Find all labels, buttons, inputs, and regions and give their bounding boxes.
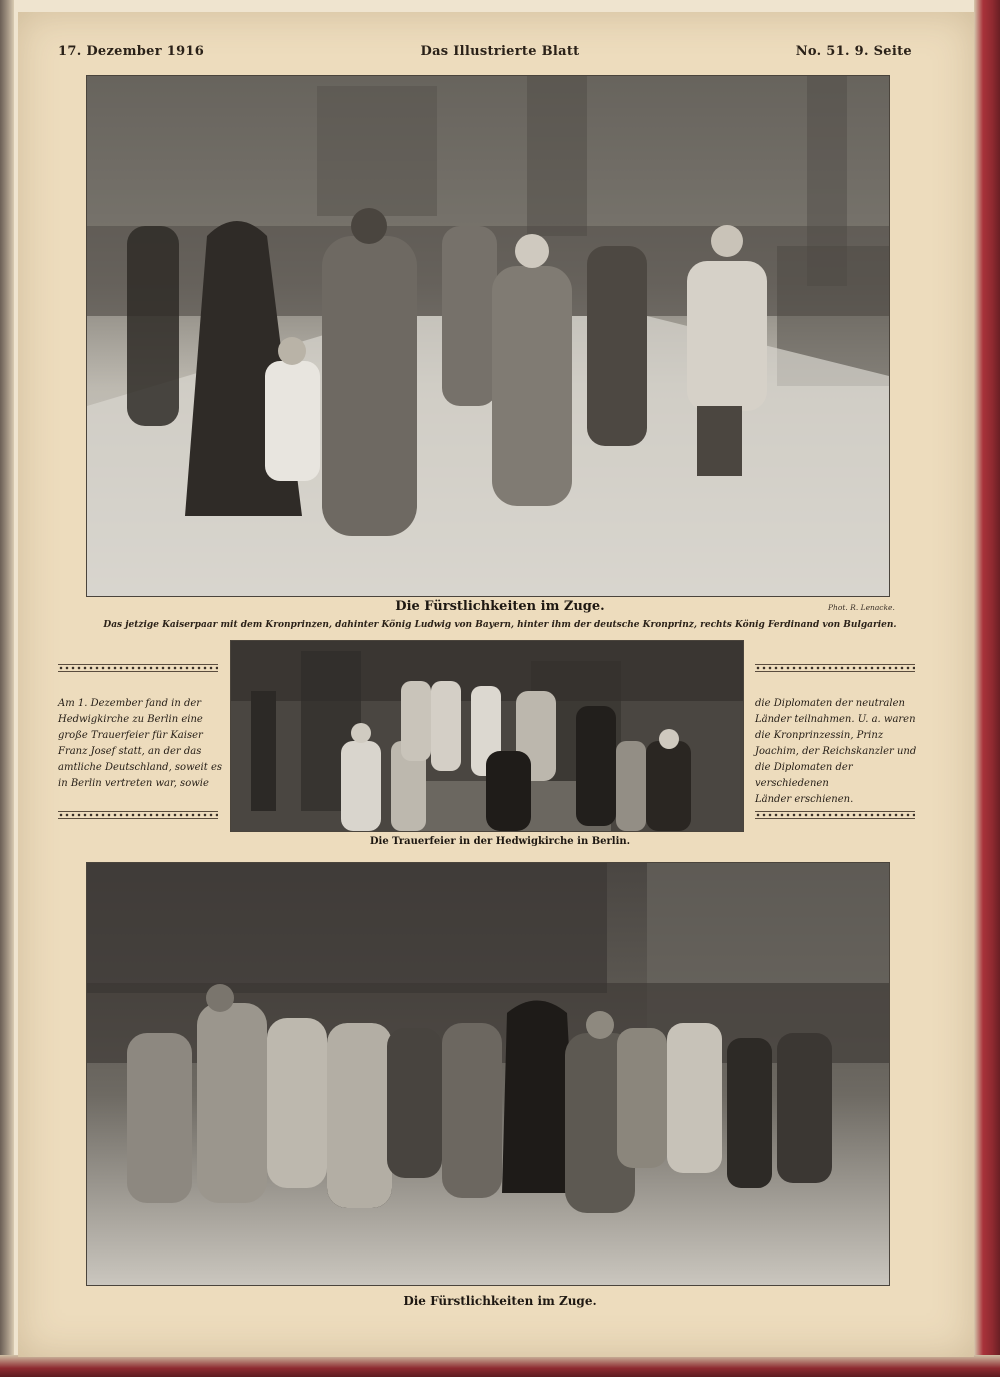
- bottom-photo-title: Die Fürstlichkeiten im Zuge.: [403, 1294, 597, 1308]
- top-photo-subtitle: Das jetzige Kaiserpaar mit dem Kronprinzen, dahinter König Ludwig von Bayern, hinter ihm der deutsche Kronprinz, rechts König Ferdinand von Bulgarien.: [103, 620, 897, 630]
- photo-credit: Phot. R. Lenacke.: [828, 603, 895, 612]
- middle-photo-title: Die Trauerfeier in der Hedwigkirche in Berlin.: [369, 836, 631, 847]
- top-photo-procession: [86, 75, 890, 597]
- article-line: Hedwigkirche zu Berlin eine: [58, 714, 203, 725]
- article-line: amtliche Deutschland, soweit es: [58, 762, 222, 773]
- decorative-rule-left-bottom: [58, 811, 218, 819]
- bottom-photo-procession: [86, 862, 890, 1286]
- issue-date: 17. Dezember 1916: [58, 44, 205, 59]
- top-photo-title: Die Fürstlichkeiten im Zuge.: [395, 599, 605, 614]
- middle-photo-church-ceremony: [230, 640, 744, 832]
- issue-and-page-number: No. 51. 9. Seite: [795, 44, 912, 59]
- article-line: Franz Josef statt, an der das: [58, 746, 202, 757]
- decorative-rule-right-top: [755, 664, 915, 672]
- article-line: die Diplomaten der neutralen: [755, 698, 905, 709]
- article-text-left: [58, 696, 228, 792]
- article-line: große Trauerfeier für Kaiser: [58, 730, 203, 741]
- decorative-rule-right-bottom: [755, 811, 915, 819]
- article-text-right: [755, 696, 925, 808]
- article-line: Länder erschienen.: [755, 794, 854, 805]
- decorative-rule-left-top: [58, 664, 218, 672]
- article-line: Joachim, der Reichskanzler und: [755, 746, 917, 757]
- article-line: Länder teilnahmen. U. a. waren: [755, 714, 916, 725]
- book-binding: [0, 0, 14, 1377]
- publication-title: Das Illustrierte Blatt: [420, 44, 580, 59]
- red-book-edge: [974, 0, 1000, 1377]
- article-line: Am 1. Dezember fand in der: [58, 698, 202, 709]
- article-line: in Berlin vertreten war, sowie: [58, 778, 209, 789]
- red-book-bottom-edge: [0, 1355, 1000, 1377]
- article-line: die Kronprinzessin, Prinz: [755, 730, 884, 741]
- article-line: die Diplomaten der verschiedenen: [755, 762, 853, 789]
